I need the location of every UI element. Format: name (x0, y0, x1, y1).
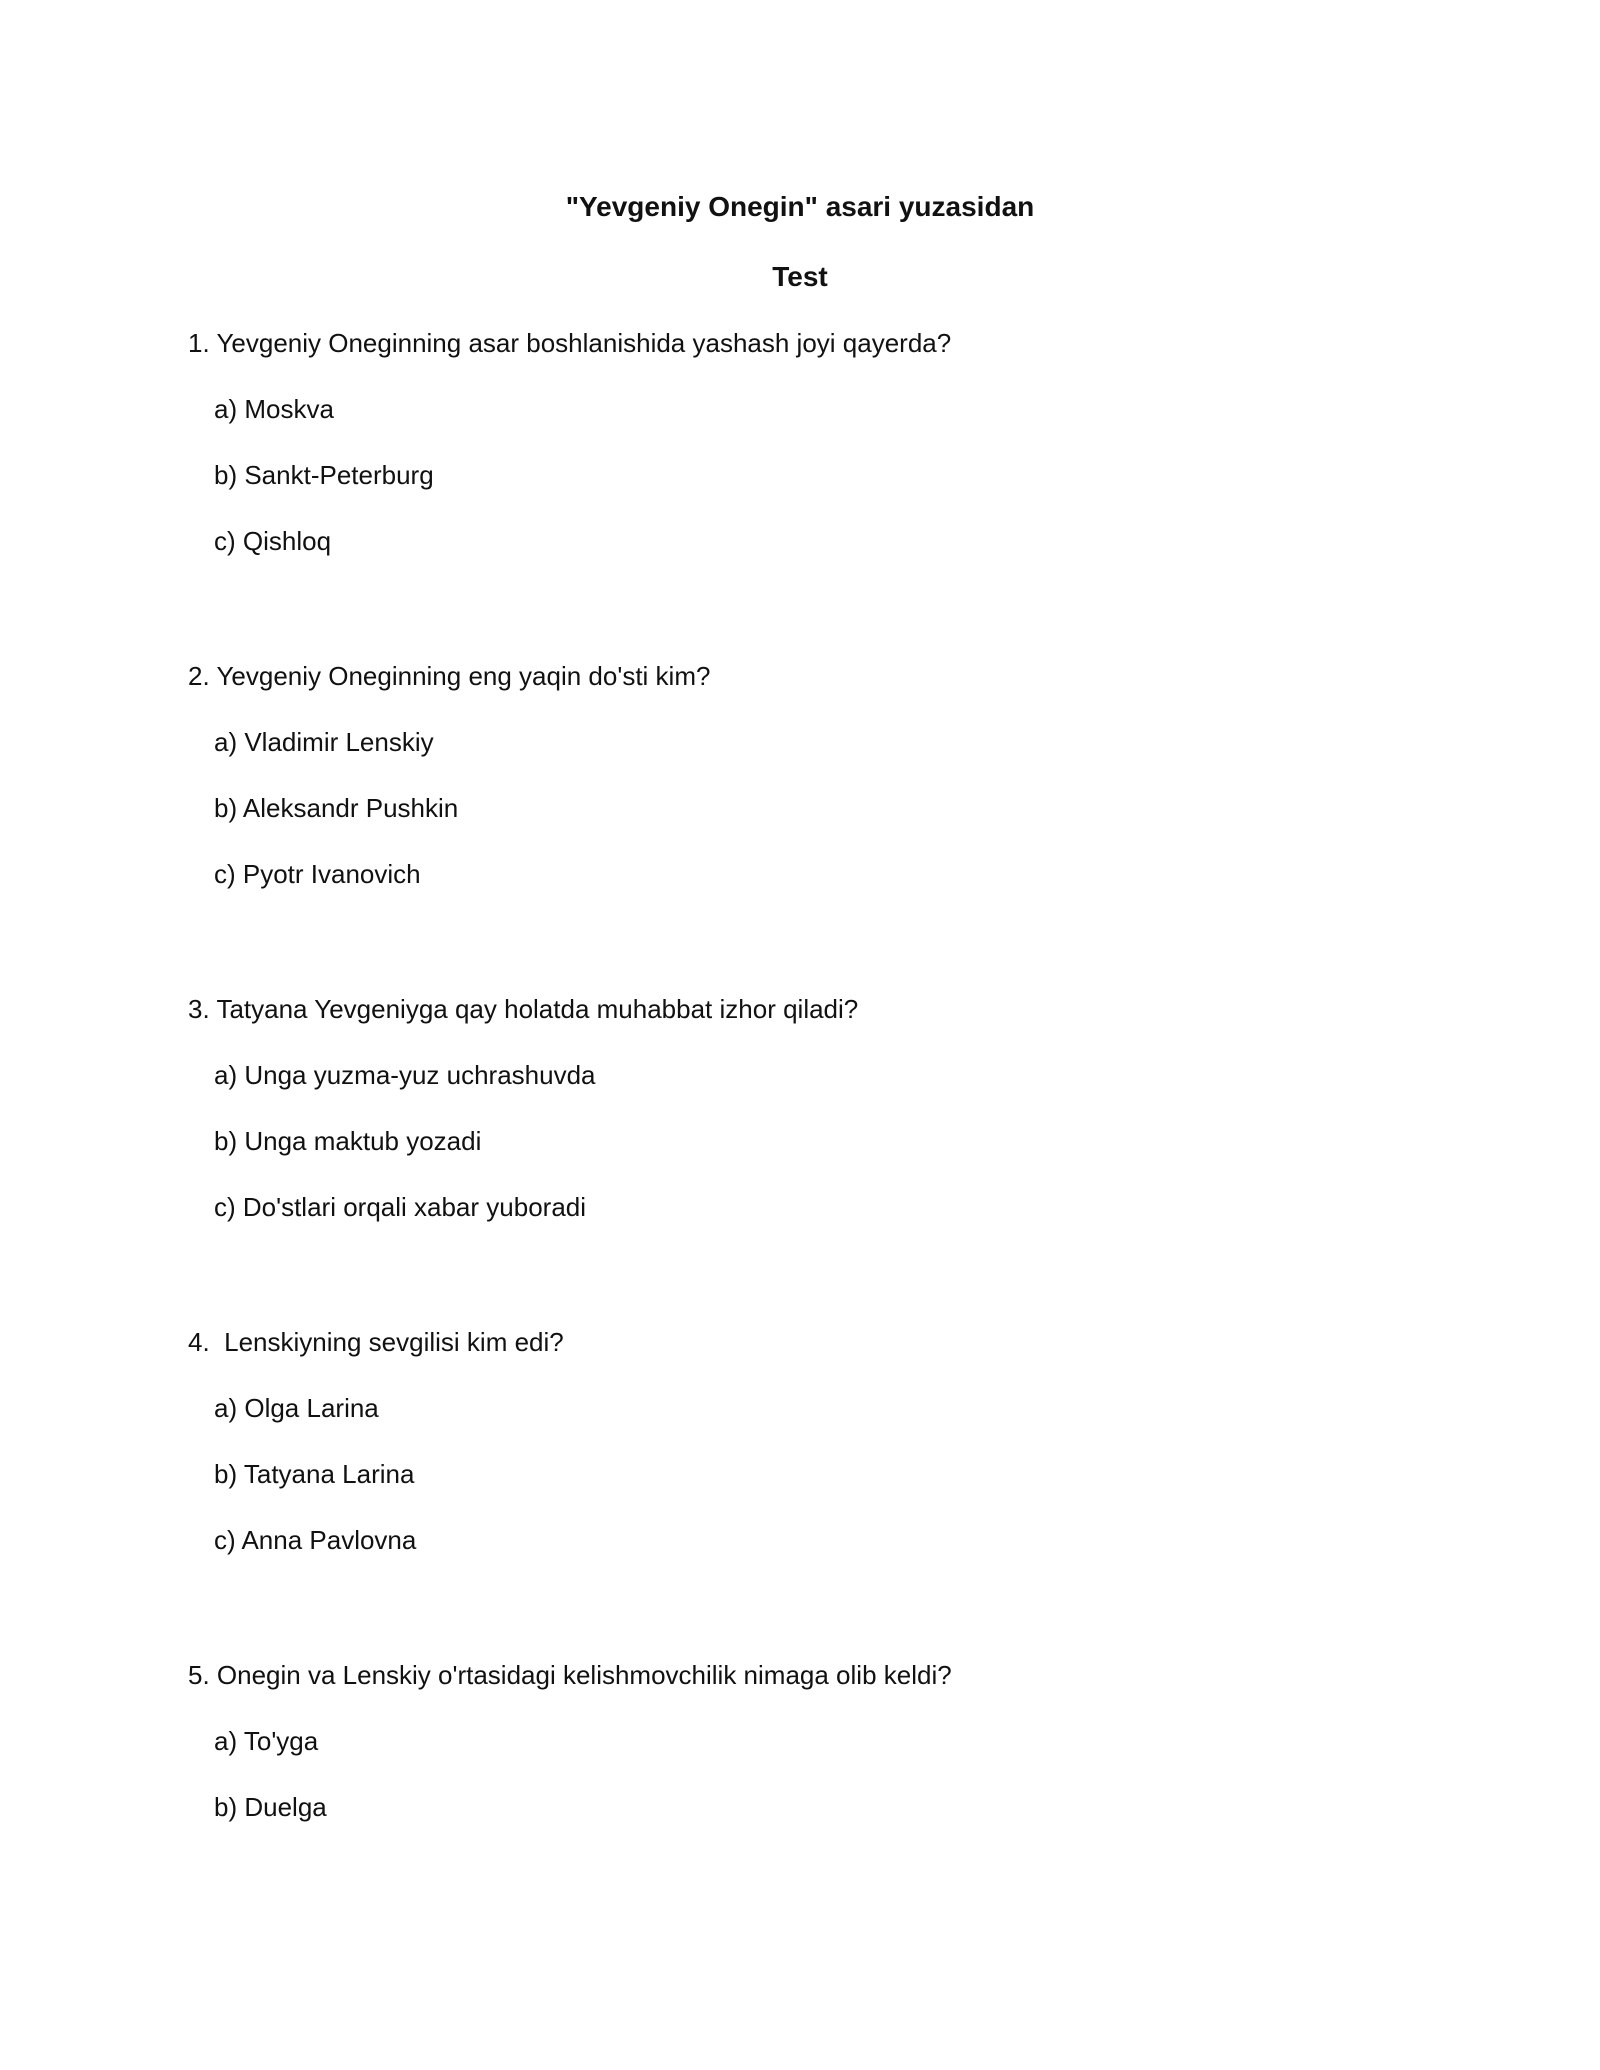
question-text: 2. Yevgeniy Oneginning eng yaqin do'sti kim? (188, 661, 711, 691)
document-subtitle: Test (772, 261, 828, 292)
question-text: 3. Tatyana Yevgeniyga qay holatda muhabbat izhor qiladi? (188, 994, 859, 1024)
question-block-1 (188, 326, 1438, 659)
answer-option: a) Moskva (214, 394, 334, 424)
question-block-4 (188, 1325, 1438, 1658)
answer-option: a) Vladimir Lenskiy (214, 727, 434, 757)
question-text: 4. Lenskiyning sevgilisi kim edi? (188, 1327, 564, 1357)
answer-option: c) Anna Pavlovna (214, 1525, 417, 1555)
question-list (188, 326, 1438, 1991)
answer-option: c) Pyotr Ivanovich (214, 859, 421, 889)
answer-option: b) Unga maktub yozadi (214, 1126, 482, 1156)
answer-option: a) Olga Larina (214, 1393, 379, 1423)
answer-option: b) Duelga (214, 1792, 327, 1822)
question-block-2 (188, 659, 1438, 992)
document-title: "Yevgeniy Onegin" asari yuzasidan (565, 191, 1035, 222)
question-text: 1. Yevgeniy Oneginning asar boshlanishida yashash joyi qayerda? (188, 328, 952, 358)
answer-option: a) Unga yuzma-yuz uchrashuvda (214, 1060, 596, 1090)
question-text: 5. Onegin va Lenskiy o'rtasidagi kelishmovchilik nimaga olib keldi? (188, 1660, 952, 1690)
answer-option: c) Do'stlari orqali xabar yuboradi (214, 1192, 587, 1222)
answer-option: b) Aleksandr Pushkin (214, 793, 459, 823)
answer-option: a) To'yga (214, 1726, 319, 1756)
answer-option: c) Qishloq (214, 526, 332, 556)
answer-option: b) Tatyana Larina (214, 1459, 415, 1489)
question-block-5 (188, 1658, 1438, 1991)
answer-option: b) Sankt-Peterburg (214, 460, 434, 490)
question-block-3 (188, 992, 1438, 1325)
